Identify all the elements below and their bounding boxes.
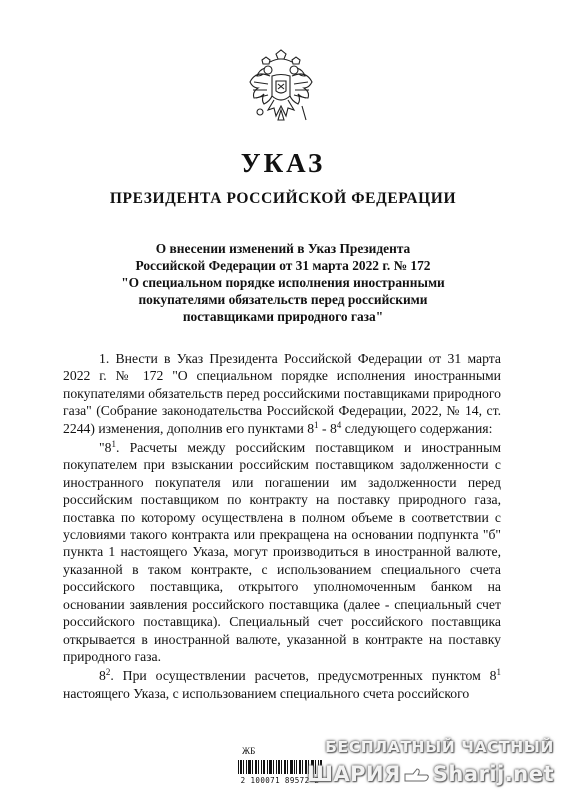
decree-body: [63, 350, 501, 702]
decree-title: УКАЗ: [240, 148, 326, 178]
barcode-number: 2 100071 89572 2: [240, 776, 320, 785]
heading-line: поставщиками природного газа": [182, 309, 384, 324]
coat-of-arms-icon: [248, 48, 314, 132]
barcode-mark: ЖБ: [242, 746, 256, 756]
thumbs-up-icon: [403, 768, 431, 782]
decree-subtitle: ПРЕЗИДЕНТА РОССИЙСКОЙ ФЕДЕРАЦИИ: [109, 190, 457, 207]
heading-line: О внесении изменений в Указ Президента: [155, 241, 411, 256]
watermark-line-2: ШАРИЯ Sharij.net: [306, 762, 554, 786]
watermark-line-1: БЕСПЛАТНЫЙ ЧАСТНЫЙ: [325, 738, 554, 756]
paragraph-8-2: $8^2$. При осуществлении расчетов, предусмотренных пунктом $8^1$ настоящего Указа, с использованием специального счета российского: [63, 667, 501, 701]
paragraph-1: 1. Внести в Указ Президента Российской Федерации от 31 марта 2022 г. № 172 "О специальном порядке исполнения иностранными покупателями обязательств перед российскими поставщиками природного газа" (Собрание законодательства Российской Федерации, 2022, № 14, ст. 2244) изменения, дополнив его пунктами $8^1 - 8^4$ следующего содержания:: [63, 351, 501, 436]
watermark: [306, 736, 558, 794]
paragraph-8-1: "$8^1$. Расчеты между российским поставщиком и иностранным покупателем при взыскании российским поставщиком задолженности с иностранного покупателя или погашении им задолженности перед российским поставщиком по контракту на поставку природного газа, поставка по которому осуществлена в полном объеме в соответствии с условиями такого контракта или прекращена на основании подпункта "б" пункта 1 настоящего Указа, могут производиться в иностранной валюте, указанной в таком контракте, с использованием специального счета российского поставщика, открытого уполномоченным банком на основании заявления российского поставщика (далее - специальный счет российского поставщика). Специальный счет российского поставщика открывается в иностранной валюте, указанной в контракте на поставку природного газа.: [63, 439, 501, 664]
decree-heading: [100, 240, 466, 325]
heading-line: покупателями обязательств перед российскими: [138, 292, 428, 307]
heading-line: "О специальном порядке исполнения иностранными: [121, 275, 445, 290]
heading-line: Российской Федерации от 31 марта 2022 г. № 172: [135, 258, 431, 273]
